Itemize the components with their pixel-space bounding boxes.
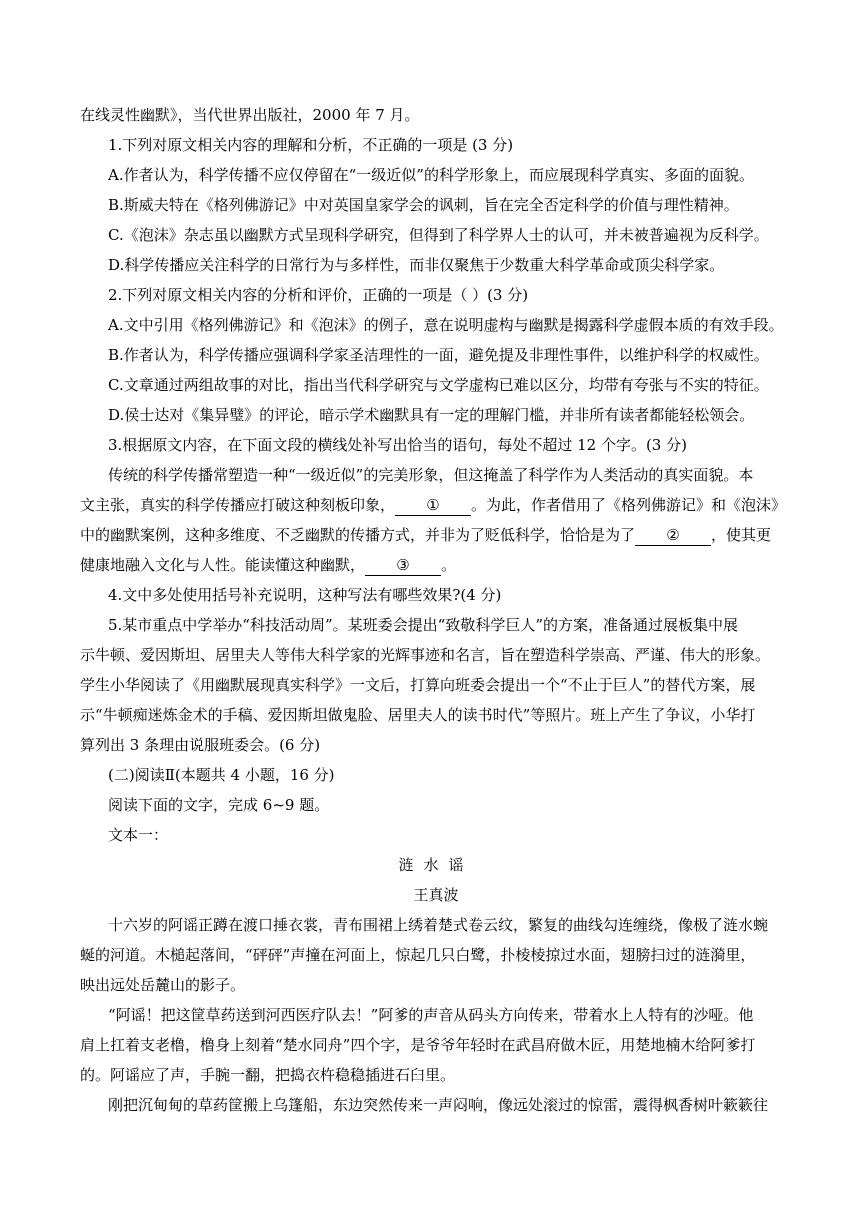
story-author: 王真波 (413, 886, 459, 904)
passage-line (80, 520, 792, 550)
story-line: 映出远处岳麓山的影子。 (80, 976, 246, 994)
answer-blank-2: ② (635, 525, 711, 546)
document-page (80, 100, 792, 1120)
story-line: 的。阿谣应了声，手腕一翻，把捣衣杵稳稳插进石臼里。 (80, 1066, 456, 1084)
passage-text: 中的幽默案例，这种多维度、不乏幽默的传播方式，并非为了贬低科学，恰恰是为了 (80, 526, 636, 544)
passage-text: ，使其更 (711, 526, 772, 544)
option-1a: A.作者认为，科学传播不应仅停留在“一级近似”的科学形象上，而应展现科学真实、多面的面貌。 (108, 166, 754, 184)
answer-blank-1: ① (395, 495, 471, 516)
option-1d: D.科学传播应关注科学的日常行为与多样性，而非仅聚焦于少数重大科学革命或顶尖科学家。 (108, 256, 725, 274)
passage-text: 健康地融入文化与人性。能读懂这种幽默， (80, 556, 366, 574)
question-5-line: 示“牛顿痴迷炼金术的手稿、爱因斯坦做鬼脸、居里夫人的读书时代”等照片。班上产生了争议，小华打 (80, 706, 756, 724)
question-1: 1.下列对原文相关内容的理解和分析，不正确的一项是 (3 分) (108, 136, 514, 154)
passage-text: 。为此，作者借用了《格列佛游记》和《泡沫》 (471, 496, 787, 514)
story-line: 肩上扛着支老橹，橹身上刻着“楚水同舟”四个字，是爷爷年轻时在武昌府做木匠，用楚地楠木给阿爹打 (80, 1036, 756, 1054)
instructions: 阅读下面的文字，完成 6~9 题。 (108, 796, 330, 814)
option-1b: B.斯威夫特在《格列佛游记》中对英国皇家学会的讽刺，旨在完全否定科学的价值与理性精神。 (108, 196, 739, 214)
question-3: 3.根据原文内容，在下面文段的横线处补写出恰当的语句，每处不超过 12 个字。(3 分) (108, 436, 687, 454)
text-line: 在线灵性幽默》，当代世界出版社，2000 年 7 月。 (80, 106, 420, 124)
question-4: 4.文中多处使用括号补充说明，这种写法有哪些效果?(4 分) (108, 586, 502, 604)
text-label: 文本一： (108, 826, 169, 844)
answer-blank-3: ③ (365, 555, 441, 576)
question-5-line: 示牛顿、爱因斯坦、居里夫人等伟大科学家的光辉事迹和名言，旨在塑造科学崇高、严谨、伟大的形象。 (80, 646, 771, 664)
option-2b: B.作者认为，科学传播应强调科学家圣洁理性的一面，避免提及非理性事件，以维护科学的权威性。 (108, 346, 769, 364)
option-2a: A.文中引用《格列佛游记》和《泡沫》的例子，意在说明虚构与幽默是揭露科学虚假本质的有效手段。 (108, 316, 784, 334)
question-2: 2.下列对原文相关内容的分析和评价，正确的一项是（ ）(3 分) (108, 286, 529, 304)
option-2c: C.文章通过两组故事的对比，指出当代科学研究与文学虚构已难以区分，均带有夸张与不实的特征。 (108, 376, 769, 394)
question-5-line: 算列出 3 条理由说服班委会。(6 分) (80, 736, 321, 754)
option-2d: D.侯士达对《集异璧》的评论，暗示学术幽默具有一定的理解门槛，并非所有读者都能轻松领会。 (108, 406, 755, 424)
story-line: “阿谣！把这筐草药送到河西医疗队去！”阿爹的声音从码头方向传来，带着水上人特有的沙哑。他 (108, 1006, 754, 1024)
passage-line: 传统的科学传播常塑造一种“一级近似”的完美形象，但这掩盖了科学作为人类活动的真实面貌。本 (108, 466, 754, 484)
section-heading: (二)阅读Ⅱ(本题共 4 小题，16 分) (108, 766, 335, 784)
story-line: 刚把沉甸甸的草药筐搬上乌篷船，东边突然传来一声闷响，像远处滚过的惊雷，震得枫香树叶簌簌往 (108, 1096, 769, 1114)
passage-text: 文主张，真实的科学传播应打破这种刻板印象， (80, 496, 396, 514)
story-title: 涟水谣 (398, 856, 474, 874)
story-line: 十六岁的阿谣正蹲在渡口捶衣裳，青布围裙上绣着楚式卷云纹，繁复的曲线勾连缠绕，像极了涟水蜿 (108, 916, 769, 934)
passage-text: 。 (441, 556, 457, 574)
question-5: 5.某市重点中学举办“科技活动周”。某班委会提出“致敬科学巨人”的方案，准备通过展板集中展 (108, 616, 738, 634)
passage-line (80, 550, 792, 580)
question-5-line: 学生小华阅读了《用幽默展现真实科学》一文后，打算向班委会提出一个“不止于巨人”的替代方案，展 (80, 676, 756, 694)
story-line: 蜒的河道。木槌起落间，“砰砰”声撞在河面上，惊起几只白鹭，扑棱棱掠过水面，翅膀扫过的涟漪里， (80, 946, 756, 964)
passage-line (80, 490, 792, 520)
option-1c: C.《泡沫》杂志虽以幽默方式呈现科学研究，但得到了科学界人士的认可，并未被普遍视为反科学。 (108, 226, 769, 244)
